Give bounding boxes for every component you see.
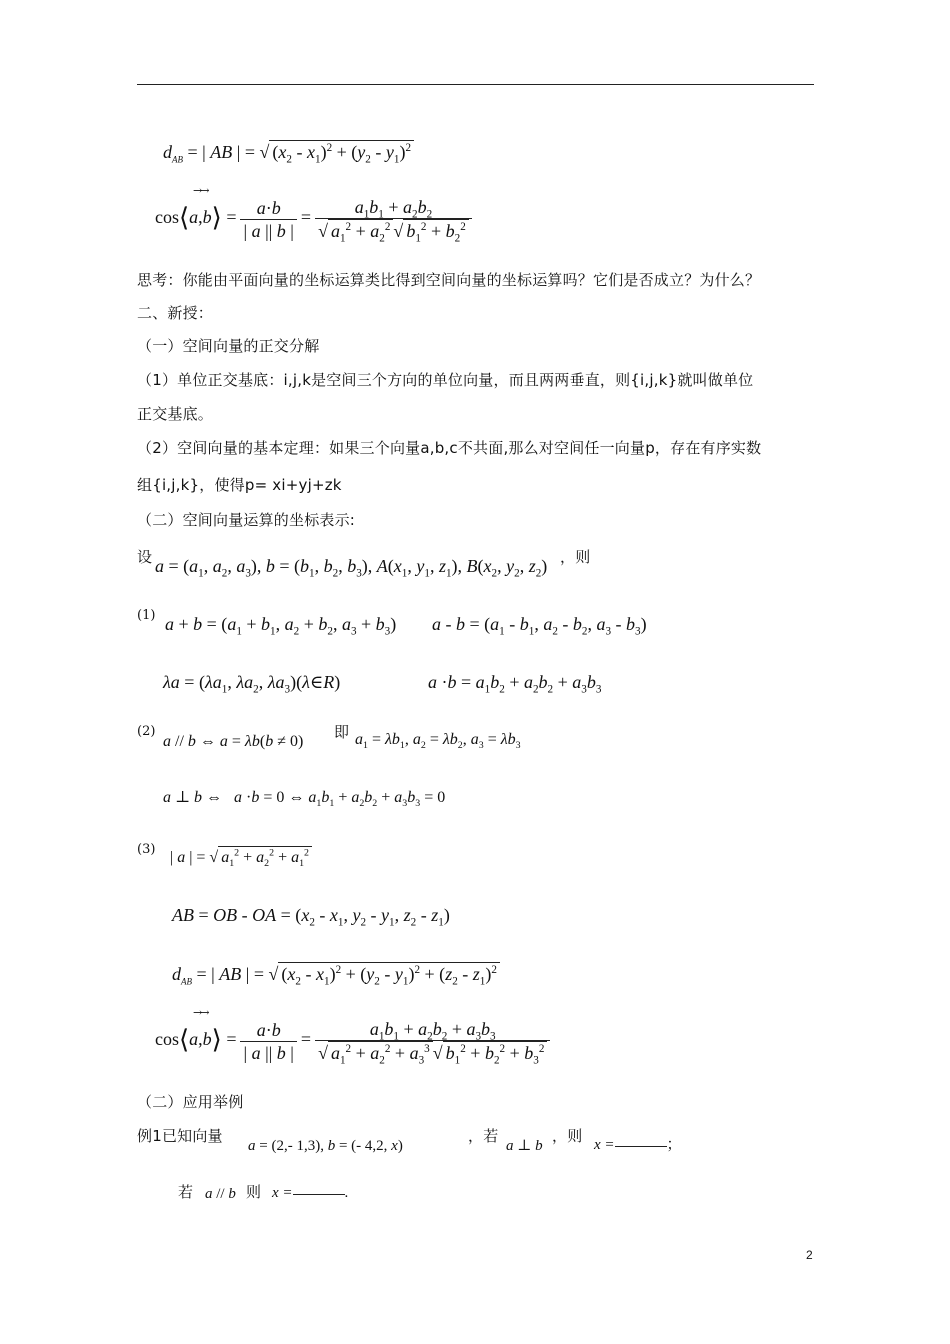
example-1-perp-condition: a ⊥ b [506, 1138, 543, 1154]
section-orthogonal-heading: （一）空间向量的正交分解 [137, 337, 320, 355]
example-1-label: 例1已知向量 [137, 1127, 223, 1145]
para-basic-theorem-2: 组{i,j,k}，使得p= xi+yj+zk [137, 476, 342, 494]
item-number-2: (2) [137, 724, 156, 739]
ze-label: ，则 [552, 1127, 583, 1145]
formula-add: $a + b = (a_1 + b_1$, $a_2 + b_2$, $a_3 + b_3$) [165, 614, 397, 638]
answer-blank[interactable] [293, 1194, 345, 1195]
section-coord-heading: （二）空间向量运算的坐标表示: [137, 511, 356, 529]
formula-setup: $a = (a_1$, $a_2$, $a_3$), $b = (b_1$, $b_2$, $b_3$), $A(x_1$, $y_1$, $z_1$), $B(x_2$, $y_2$, $z_2$) [155, 556, 548, 580]
formula-parallel-components: $a_1 = \lambda b_1$, $a_2 = \lambda b_2$, $a_3 = \lambda b_3$ [355, 731, 521, 752]
page-number: 2 [806, 1248, 813, 1262]
ruo-label: ，若 [468, 1127, 499, 1145]
formula-dot: $a \cdot b = a_1b_2 + a_2b_2 + a_3b_3$ [428, 672, 602, 696]
vector-arrows: →→ [193, 184, 208, 197]
example-1-parallel-condition: a // b [205, 1186, 236, 1202]
vector-arrows: →→ [193, 1006, 208, 1019]
ji-label: 即 [334, 723, 350, 741]
formula-distance-2d: $d_{AB}$ = | AB | = √ $(x_2 - x_1)^2 + (y_2 - y_1)^2$ [163, 140, 414, 163]
think-paragraph: 思考：你能由平面向量的坐标运算类比得到空间向量的坐标运算吗？它们是否成立？为什么？ [137, 271, 761, 289]
header-rule [137, 84, 814, 85]
item-number-1: (1) [137, 608, 156, 623]
formula-cos-2d: cos⟨a,b⟩ = $\frac{a\cdot b}{| a || b |}$ = $\frac{a_1b_1 + a_2b_2}{√ a_1^2 + a_2^2 √ b_1^2 + b_2^2}$ [155, 196, 476, 242]
formula-perpendicular: a ⊥ b ⇔ a ·b = 0 ⇔ $a_1b_1 + a_2b_2 + a_3b_3 = 0$ [163, 789, 446, 810]
item-number-3: (3) [137, 842, 156, 857]
example-1-answer-parallel: x = . [272, 1185, 349, 1201]
example-1-answer-perp: x = ； [594, 1135, 682, 1153]
para-basic-theorem-1: （2）空间向量的基本定理：如果三个向量a,b,c不共面,那么对空间任一向量p，存在有序实数 [137, 439, 762, 457]
para-unit-basis-2: 正交基底。 [137, 405, 214, 423]
para-unit-basis-1: （1）单位正交基底：i,j,k是空间三个方向的单位向量，而且两两垂直，则{i,j,k}就叫做单位 [137, 371, 754, 389]
section-examples-heading: （二）应用举例 [137, 1093, 244, 1111]
formula-AB-vector: AB = OB - OA = ($x_2 - x_1$, $y_2 - y_1$, $z_2 - z_1$) [172, 905, 450, 929]
example-1-vectors: a = (2,- 1,3), b = (- 4,2, x) [248, 1138, 403, 1154]
formula-scalar: $\lambda a = (\lambda a_1$, $\lambda a_2$, $\lambda a_3)(\lambda\in R)$ [163, 672, 341, 696]
then-label: ，则 [560, 548, 591, 566]
section-new-lesson: 二、新授： [137, 304, 214, 322]
answer-blank[interactable] [615, 1146, 667, 1147]
formula-cos-3d: cos⟨a,b⟩ = $\frac{a\cdot b}{| a || b |}$ = $\frac{a_1b_1 + a_2b_2 + a_3b_3}{√ a_1^2 + a_2^2 + a_3^3 √ b_1^2 + b_2^2 + b_3^2}$ [155, 1018, 554, 1064]
ruo2-label: 若 [178, 1183, 194, 1201]
formula-parallel: a // b ⇔ a = λb(b ≠ 0) [163, 733, 304, 750]
formula-distance-3d: $d_{AB}$ = | AB | = √ $(x_2 - x_1)^2 + (y_2 - y_1)^2 + (z_2 - z_1)^2$ [172, 962, 500, 985]
formula-magnitude: | a | = √ $a_1^2 + a_2^2 + a_1^2$ [170, 846, 312, 869]
ze2-label: 则 [246, 1183, 262, 1201]
let-label: 设 [137, 548, 153, 566]
formula-sub: $a - b = (a_1 - b_1$, $a_2 - b_2$, $a_3 - b_3$) [432, 614, 647, 638]
